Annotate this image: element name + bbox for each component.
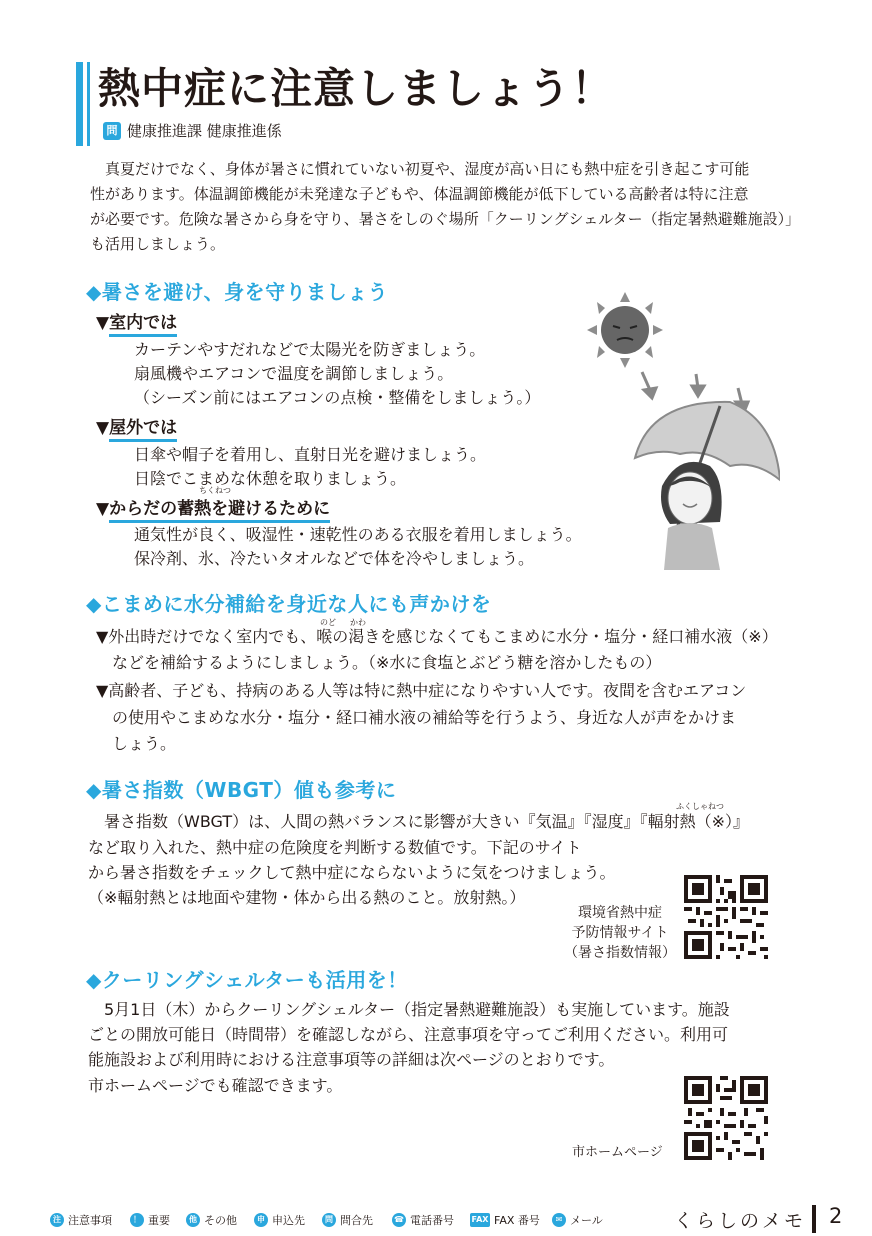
title-accent-bar bbox=[76, 62, 83, 146]
body-line: 5月1日（木）からクーリングシェルター（指定暑熱避難施設）も実施しています。施設 bbox=[88, 1000, 730, 1019]
subheading-label: 室内では bbox=[109, 313, 177, 337]
body-line: から暑さ指数をチェックして熱中症にならないように気をつけましょう。 bbox=[88, 863, 616, 882]
legend-apply bbox=[254, 1212, 305, 1228]
legend-phone bbox=[392, 1212, 454, 1228]
inquiry-icon: 問 bbox=[322, 1213, 336, 1227]
qr-code-moe[interactable] bbox=[684, 875, 768, 959]
body-line: 日傘や帽子を着用し、直射日光を避けましょう。 bbox=[134, 445, 487, 464]
intro-line: も活用しましょう。 bbox=[90, 235, 226, 253]
body-line: 市ホームページでも確認できます。 bbox=[88, 1076, 343, 1095]
body-line: 日陰でこまめな休憩を取りましょう。 bbox=[134, 469, 407, 488]
sun-icon bbox=[587, 292, 663, 368]
apply-icon: 申 bbox=[254, 1213, 268, 1227]
inquiry-icon: 問 bbox=[103, 122, 121, 140]
page-number: 2 bbox=[829, 1204, 843, 1228]
body-line: など取り入れた、熱中症の危険度を判断する数値です。下記のサイト bbox=[88, 838, 582, 857]
body-line: 通気性が良く、吸湿性・速乾性のある衣服を着用しましょう。 bbox=[134, 525, 582, 544]
department-line bbox=[103, 120, 282, 141]
legend-label: FAX 番号 bbox=[494, 1214, 540, 1227]
subheading-body-heat bbox=[96, 494, 330, 519]
body-line: ▼外出時だけでなく室内でも、喉の渇きを感じなくてもこまめに水分・塩分・経口補水液（※） bbox=[96, 627, 778, 646]
section-heading-wbgt: ◆暑さ指数（WBGT）値も参考に bbox=[86, 778, 397, 802]
body-line: （※輻射熱とは地面や建物・体から出る熱のこと。放射熱。） bbox=[88, 888, 526, 907]
section-heading-hydration: ◆こまめに水分補給を身近な人にも声かけを bbox=[86, 592, 492, 616]
qr-caption-moe bbox=[560, 903, 680, 963]
legend-label: 電話番号 bbox=[410, 1214, 454, 1227]
mail-icon: ✉ bbox=[552, 1213, 566, 1227]
body-line: 能施設および利用時における注意事項等の詳細は次ページのとおりです。 bbox=[88, 1050, 615, 1069]
page-title: 熱中症に注意しましょう！ bbox=[98, 64, 615, 113]
body-line: 暑さ指数（WBGT）は、人間の熱バランスに影響が大きい『気温』『湿度』『輻射熱（※）』 bbox=[88, 812, 750, 831]
intro-line: が必要です。危険な暑さから身を守り、暑さをしのぐ場所「クーリングシェルター（指定暑熱避難施設）」 bbox=[90, 210, 801, 228]
phone-icon: ☎ bbox=[392, 1213, 406, 1227]
qr-code-city-homepage[interactable] bbox=[684, 1076, 768, 1160]
legend-other bbox=[186, 1212, 237, 1228]
section-heading-avoid-heat: ◆暑さを避け、身を守りましょう bbox=[86, 280, 389, 304]
body-line: などを補給するようにしましょう。（※水に食塩とぶどう糖を溶かしたもの） bbox=[96, 653, 662, 672]
legend-fax bbox=[470, 1212, 540, 1228]
legend-label: メール bbox=[570, 1214, 603, 1227]
body-line: しょう。 bbox=[96, 734, 177, 753]
ruby-text: のど bbox=[320, 618, 336, 627]
legend-label: 注意事項 bbox=[68, 1214, 112, 1227]
intro-line: 性があります。体温調節機能が未発達な子どもや、体温調節機能が低下している高齢者は特に注意 bbox=[90, 185, 749, 203]
woman-figure bbox=[661, 462, 722, 570]
footer-divider bbox=[812, 1205, 816, 1233]
other-icon: 他 bbox=[186, 1213, 200, 1227]
subheading-indoors bbox=[96, 308, 177, 333]
section-heading-cooling-shelter: ◆クーリングシェルターも活用を！ bbox=[86, 968, 408, 992]
triangle-marker: ▼ bbox=[96, 499, 110, 519]
subheading-label: からだの蓄熱を避けるために bbox=[109, 499, 330, 523]
legend-mail bbox=[552, 1212, 603, 1228]
triangle-marker: ▼ bbox=[96, 313, 110, 333]
legend-note bbox=[50, 1212, 112, 1228]
ruby-text: ちくねつ bbox=[199, 486, 231, 495]
legend-label: 申込先 bbox=[272, 1214, 305, 1227]
parasol-illustration bbox=[580, 290, 780, 570]
ruby-text: ふくしゃねつ bbox=[676, 802, 724, 811]
legend-important bbox=[130, 1212, 170, 1228]
legend-inquiry bbox=[322, 1212, 373, 1228]
body-line: ごとの開放可能日（時間帯）を確認しながら、注意事項を守ってご利用ください。利用可 bbox=[88, 1025, 729, 1044]
legend-label: その他 bbox=[204, 1214, 237, 1227]
subheading-outdoors bbox=[96, 413, 177, 438]
department-text: 健康推進課 健康推進係 bbox=[127, 122, 282, 140]
subheading-label: 屋外では bbox=[109, 418, 177, 442]
body-line: 保冷剤、氷、冷たいタオルなどで体を冷やしましょう。 bbox=[134, 549, 535, 568]
body-line: 扇風機やエアコンで温度を調節しましょう。 bbox=[134, 364, 454, 383]
footer-section-title: くらしのメモ bbox=[673, 1210, 806, 1232]
triangle-marker: ▼ bbox=[96, 418, 110, 438]
qr-caption-line: （暑さ指数情報） bbox=[564, 945, 676, 961]
ruby-text: かわ bbox=[350, 618, 366, 627]
qr-caption-city: 市ホームページ bbox=[572, 1145, 663, 1160]
note-icon: 注 bbox=[50, 1213, 64, 1227]
fax-icon: FAX bbox=[470, 1213, 490, 1227]
body-line: （シーズン前にはエアコンの点検・整備をしましょう。） bbox=[134, 388, 541, 407]
legend-label: 重要 bbox=[148, 1214, 170, 1227]
qr-caption-line: 予防情報サイト bbox=[571, 925, 669, 941]
legend-label: 問合先 bbox=[340, 1214, 373, 1227]
body-line: の使用やこまめな水分・塩分・経口補水液の補給等を行うよう、身近な人が声をかけま bbox=[96, 708, 737, 727]
body-line: ▼高齢者、子ども、持病のある人等は特に熱中症になりやすい人です。夜間を含むエアコン bbox=[96, 681, 747, 700]
body-line: カーテンやすだれなどで太陽光を防ぎましょう。 bbox=[134, 340, 486, 359]
qr-caption-line: 環境省熱中症 bbox=[578, 905, 662, 921]
intro-line: 真夏だけでなく、身体が暑さに慣れていない初夏や、湿度が高い日にも熱中症を引き起こす可能 bbox=[90, 160, 750, 178]
important-icon: ！ bbox=[130, 1213, 144, 1227]
title-accent-bar-thin bbox=[87, 62, 90, 146]
